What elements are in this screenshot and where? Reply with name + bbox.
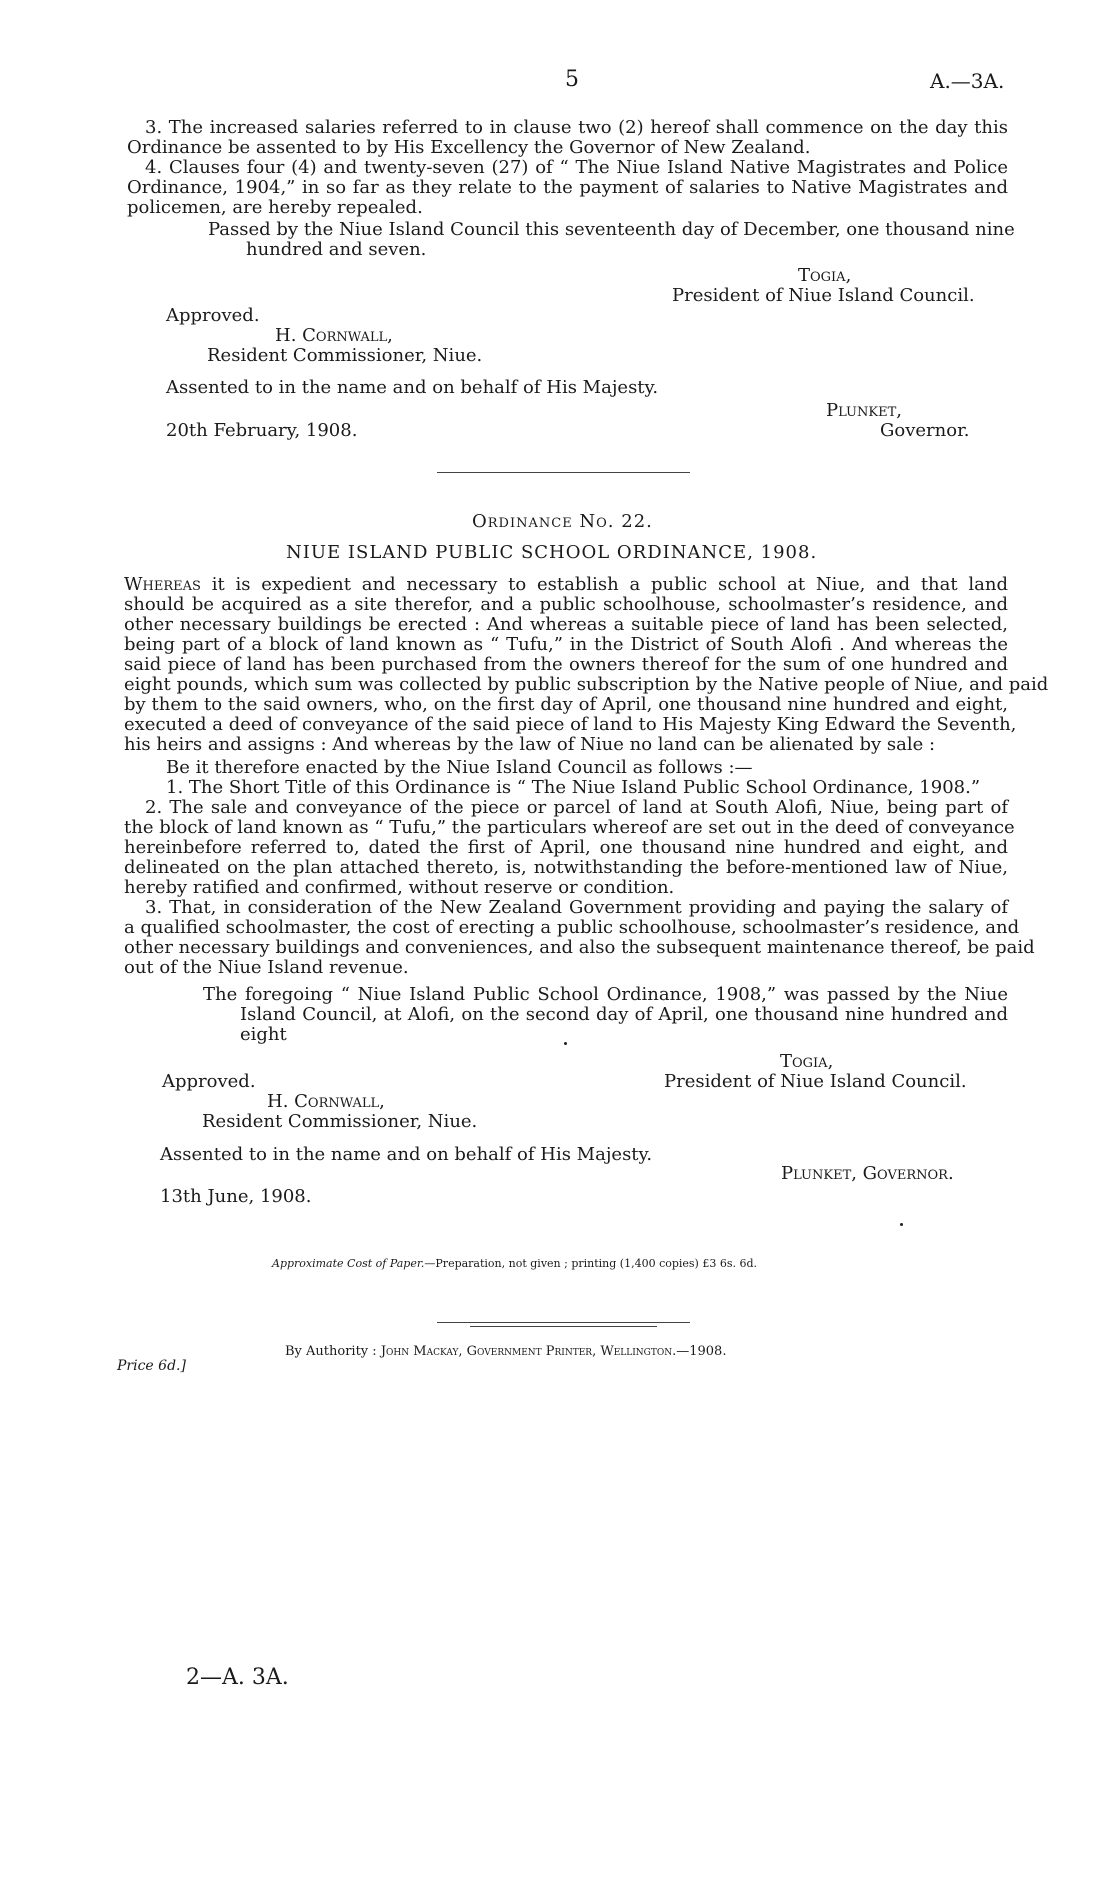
commissioner-name-22: H. Cornwall, [267,1091,385,1112]
passed-line-1: Passed by the Niue Island Council this seventeenth day of December, one thousand nine [208,219,1015,240]
clause-3-ord22-line-4: out of the Niue Island revenue. [124,957,409,978]
preamble-line-6: eight pounds, which sum was collected by public subscription by the Native people of Niue, and paid [124,674,1049,695]
foregoing-line-1: The foregoing “ Niue Island Public School Ordinance, 1908,” was passed by the Niue [203,984,1008,1005]
assented-statement: Assented to in the name and on behalf of His Majesty. [166,377,659,398]
clause-3-line-1: 3. The increased salaries referred to in clause two (2) hereof shall commence on the day this [145,117,1008,138]
clause-1: 1. The Short Title of this Ordinance is “ The Niue Island Public School Ordinance, 1908.” [166,777,981,798]
commissioner-title-22: Resident Commissioner, Niue. [202,1111,478,1132]
cost-of-paper-label: Approximate Cost of Paper. [272,1257,425,1270]
assent-date: 20th February, 1908. [166,420,358,441]
price-label: Price 6d.] [117,1358,186,1374]
president-title-22: President of Niue Island Council. [664,1071,967,1092]
print-speck [564,1042,567,1045]
enacting-clause: Be it therefore enacted by the Niue Island Council as follows :— [166,757,753,778]
clause-3-line-2: Ordinance be assented to by His Excellency the Governor of New Zealand. [127,137,811,158]
clause-2-line-3: hereinbefore referred to, dated the first of April, one thousand nine hundred and eight, and [124,837,1008,858]
foregoing-line-2: Island Council, at Alofi, on the second day of April, one thousand nine hundred and [240,1004,1008,1025]
commissioner-title: Resident Commissioner, Niue. [207,345,483,366]
preamble-line-5: said piece of land has been purchased from the owners thereof for the sum of one hundred and [124,654,1008,675]
clause-2-line-5: hereby ratified and confirmed, without reserve or condition. [124,877,675,898]
clause-2-line-4: delineated on the plan attached thereto, is, notwithstanding the before-mentioned law of Niue, [124,857,1008,878]
governor-22: Plunket, Governor. [781,1163,954,1184]
preamble-line-8: executed a deed of conveyance of the said piece of land to His Majesty King Edward the Seventh, [124,714,1017,735]
preamble-line-7: by them to the said owners, who, on the first day of April, one thousand nine hundred and eight, [124,694,1008,715]
ordinance-title: NIUE ISLAND PUBLIC SCHOOL ORDINANCE, 1908. [286,542,818,563]
clause-3-ord22-line-2: a qualified schoolmaster, the cost of erecting a public schoolhouse, schoolmaster’s residence, and [124,917,1020,938]
printer-signature-mark: 2—A. 3A. [186,1665,289,1690]
approved-label: Approved. [166,305,260,326]
governor-title: Governor. [880,420,970,441]
governor-name: Plunket, [826,400,902,421]
clause-4-line-1: 4. Clauses four (4) and twenty-seven (27) of “ The Niue Island Native Magistrates and Police [145,157,1008,178]
approved-label-22: Approved. [162,1071,256,1092]
cost-of-paper-note [272,1257,757,1271]
authority-printer: John Mackay, Government Printer, Wellington.—1908. [380,1344,727,1359]
commissioner-name: H. Cornwall, [275,325,393,346]
clause-4-line-3: policemen, are hereby repealed. [127,197,423,218]
president-title: President of Niue Island Council. [672,285,975,306]
ordinance-number: Ordinance No. 22. [472,511,653,532]
clause-2-line-2: the block of land known as “ Tufu,” the particulars whereof are set out in the deed of conveyance [124,817,1015,838]
authority-lead: By Authority : [285,1344,377,1359]
footer-divider-short [470,1326,657,1327]
preamble-line-1-rest: it is expedient and necessary to establish a public school at Niue, and that land [211,574,1008,595]
president-name: Togia, [798,265,852,286]
clause-3-ord22-line-1: 3. That, in consideration of the New Zealand Government providing and paying the salary of [145,897,1008,918]
preamble-line-1 [124,575,1008,595]
preamble-line-3: other necessary buildings be erected : And whereas a suitable piece of land has been selected, [124,614,1008,635]
preamble-line-9: his heirs and assigns : And whereas by the law of Niue no land can be alienated by sale : [124,734,936,755]
assented-statement-22: Assented to in the name and on behalf of His Majesty. [160,1144,653,1165]
printing-authority [285,1344,726,1360]
passed-line-2: hundred and seven. [246,239,427,260]
footer-divider [437,1322,690,1323]
foregoing-line-3: eight [240,1024,287,1045]
clause-2-line-1: 2. The sale and conveyance of the piece or parcel of land at South Alofi, Niue, being part of [145,797,1008,818]
assent-date-22: 13th June, 1908. [160,1186,312,1207]
clause-4-line-2: Ordinance, 1904,” in so far as they relate to the payment of salaries to Native Magistrates and [127,177,1008,198]
document-reference: A.—3A. [930,69,1005,93]
page-number: 5 [565,67,579,92]
preamble-line-4: being part of a block of land known as “ Tufu,” in the District of South Alofi . And whereas the [124,634,1008,655]
cost-of-paper-text: —Preparation, not given ; printing (1,400 copies) £3 6s. 6d. [424,1257,758,1270]
section-divider [437,472,690,473]
president-name-22: Togia, [780,1051,834,1072]
preamble-lead-word: Whereas [124,574,201,595]
print-speck [900,1223,903,1226]
clause-3-ord22-line-3: other necessary buildings and conveniences, and also the subsequent maintenance thereof, be paid [124,937,1035,958]
preamble-line-2: should be acquired as a site therefor, and a public schoolhouse, schoolmaster’s residence, and [124,594,1008,615]
